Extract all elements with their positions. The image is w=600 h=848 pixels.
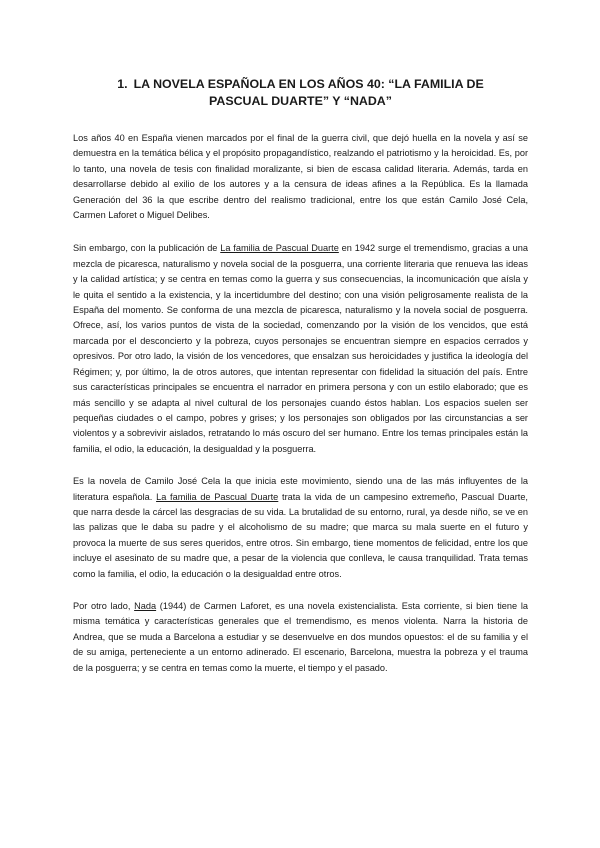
paragraph-cela bbox=[73, 474, 528, 582]
book-title-pascual-duarte: La familia de Pascual Duarte bbox=[156, 491, 279, 502]
section-heading bbox=[73, 76, 528, 110]
paragraph-text-before: Por otro lado, bbox=[73, 600, 135, 611]
heading-number: 1. bbox=[117, 77, 128, 91]
paragraph-text-after: trata la vida de un campesino extremeño, Pascual Duarte, que narra desde la cárcel las desgracias de su vida. La brutalidad de su entorno, rural, ya desde niño, se ve en las palizas que le daba su padre y el alcoholismo de su madre; que marca su mala suerte en el futuro y provoca la muerte de sus seres queridos, entre otros. Sin embargo, tiene momentos de felicidad, entre los que incluye el asesinato de su madre que, a pesar de la violencia que conlleva, le causa tranquilidad. Trata temas como la familia, el odio, la educación o la desigualdad entre otros. bbox=[73, 491, 528, 579]
paragraph-text-before: Sin embargo, con la publicación de bbox=[73, 243, 221, 254]
book-title-nada: Nada bbox=[134, 600, 157, 611]
paragraph-text-before: Es la novela de Camilo José Cela la que inicia este movimiento, siendo una de las más influyentes de la literatura española. bbox=[73, 476, 528, 502]
book-title-pascual-duarte: La familia de Pascual Duarte bbox=[220, 243, 339, 254]
paragraph-intro bbox=[73, 131, 528, 223]
paragraph-text-after: (1944) de Carmen Laforet, es una novela existencialista. Esta corriente, si bien tiene la misma temática y características generales que el tremendismo, es menos violenta. Narra la historia de Andrea, que se muda a Barcelona a estudiar y se desenvuelve en dos mundos opuestos: el de su familia y el de su amiga, perteneciente a un entorno adinerado. El escenario, Barcelona, muestra la pobreza y el trauma de la posguerra; y se centra en temas como la muerte, el tiempo y el pasado. bbox=[73, 600, 528, 673]
paragraph-text: Los años 40 en España vienen marcados por el final de la guerra civil, que dejó huella en la novela y así se demuestra en la temática bélica y el propósito propagandístico, realzando el patriotismo y la heroicidad. Es, por lo tanto, una novela de tesis con finalidad moralizante, si bien de escasa calidad literaria. Además, tarda en desarrollarse debido al exilio de los autores y a la censura de ideas afines a la República. Es la llamada Generación del 36 la que escribe dentro del realismo tradicional, entre los que están Camilo José Cela, Carmen Laforet o Miguel Delibes. bbox=[73, 133, 528, 221]
heading-title: LA NOVELA ESPAÑOLA EN LOS AÑOS 40: “LA FAMILIA DE PASCUAL DUARTE” Y “NADA” bbox=[133, 77, 484, 108]
paragraph-text-after: en 1942 surge el tremendismo, gracias a una mezcla de picaresca, naturalismo y novela social de la posguerra, una corriente literaria que renueva las ideas y la calidad artística; y se centra en temas como la guerra y sus consecuencias, la incomunicación que aísla y le quita el sentido a la existencia, y la incertidumbre del destino; con una visión peligrosamente realista de la España del momento. Se conforma de una mezcla de picaresca, naturalismo y la novela social de posguerra. Ofrece, así, los varios puntos de vista de la sociedad, comenzando por la visión de los vencidos, que está marcada por el desconcierto y la pobreza, cuyos personajes se encuentran siempre en espacios cerrados y opresivos. Por otro lado, la visión de los vencedores, que ensalzan sus heroicidades y justifica la ideología del Régimen; y, por último, la de otros autores, que intentan representar con fidelidad la situación del país. Entre sus características principales se encuentra el narrador en primera persona y con un estilo elaborado; que es más sencillo y se adapta al nivel cultural de los personajes cuando éstos hablan. Los espacios suelen ser pequeñas ciudades o el campo, pobres y grises; y los personajes son obligados por las circunstancias a ser violentos y a sobrevivir aislados, retratando lo más oscuro del ser humano. Entre los temas principales están la familia, el odio, la educación, la desigualdad y la posguerra. bbox=[73, 243, 529, 454]
paragraph-laforet bbox=[73, 599, 528, 676]
paragraph-tremendismo bbox=[73, 241, 528, 457]
